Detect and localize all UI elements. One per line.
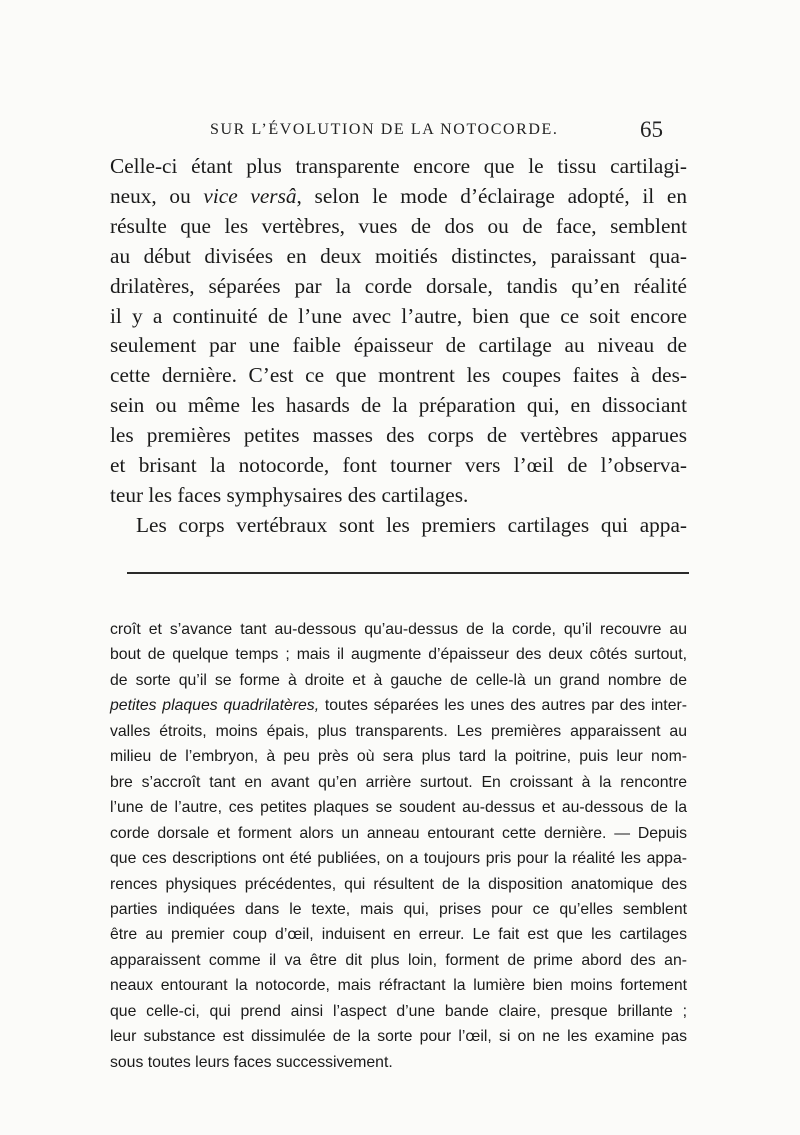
footnote-line: sous toutes leurs faces successivement. xyxy=(110,1053,393,1071)
footnote-line: rences physiques précédentes, qui résultent de la disposition anatomique des xyxy=(110,875,687,893)
footnote-line: leur substance est dissimulée de la sorte pour l’œil, si on ne les examine pas xyxy=(110,1028,687,1046)
text-line: au début divisées en deux moitiés distinctes, paraissant qua- xyxy=(110,243,687,268)
italic-phrase: vice versâ xyxy=(203,183,297,208)
footnote-line: parties indiquées dans le texte, mais qui, prises pour ce qu’elles semblent xyxy=(110,900,687,918)
page-number: 65 xyxy=(640,117,663,142)
footnote-line: bre s’accroît tant en avant qu’en arrière surtout. En croissant à la rencontre xyxy=(110,773,687,791)
text-line: résulte que les vertèbres, vues de dos ou de face, semblent xyxy=(110,213,687,238)
footnote-line: de sorte qu’il se forme à droite et à gauche de celle-là un grand nombre de xyxy=(110,671,687,689)
text-line xyxy=(110,182,687,212)
footnote-line: bout de quelque temps ; mais il augmente d’épaisseur des deux côtés surtout, xyxy=(110,646,687,664)
footnote-line: milieu de l’embryon, à peu près où sera plus tard la poitrine, puis leur nom- xyxy=(110,748,687,766)
text-line: Les corps vertébraux sont les premiers cartilages qui appa- xyxy=(136,512,687,537)
footnote-line: que celle-ci, qui prend ainsi l’aspect d’une bande claire, presque brillante ; xyxy=(110,1002,687,1020)
running-head xyxy=(110,117,800,147)
footnote-line: être au premier coup d’œil, induisent en erreur. Le fait est que les cartilages xyxy=(110,926,687,944)
text-segment: neux, ou xyxy=(110,183,191,208)
main-text xyxy=(110,152,687,541)
text-line: Celle-ci étant plus transparente encore que le tissu cartilagi- xyxy=(110,154,687,178)
footnote-line: croît et s’avance tant au-dessous qu’au-dessus de la corde, qu’il recouvre au xyxy=(110,621,687,638)
footnote-divider xyxy=(127,572,689,574)
footnote-text xyxy=(110,617,687,1075)
running-title: SUR L’ÉVOLUTION DE LA NOTOCORDE. xyxy=(210,121,559,138)
text-segment: , selon le mode d’éclairage adopté, il en xyxy=(296,183,687,208)
footnote-line: que ces descriptions ont été publiées, on a toujours pris pour la réalité les appa- xyxy=(110,850,687,868)
text-line: cette dernière. C’est ce que montrent les coupes faites à des- xyxy=(110,363,687,388)
footnote-line xyxy=(110,693,687,718)
footnote-line: l’une de l’autre, ces petites plaques se soudent au-dessus et au-dessous de la xyxy=(110,799,687,817)
footnote-line: apparaissent comme il va être dit plus loin, forment de prime abord des an- xyxy=(110,951,687,969)
text-line: seulement par une faible épaisseur de cartilage au niveau de xyxy=(110,333,687,358)
footnote-line: valles étroits, moins épais, plus transparents. Les premières apparaissent au xyxy=(110,722,687,740)
italic-phrase: petites plaques quadrilatères, xyxy=(110,697,320,715)
text-line: teur les faces symphysaires des cartilages. xyxy=(110,482,469,507)
footnote-line: corde dorsale et forment alors un anneau entourant cette dernière. — Depuis xyxy=(110,824,687,842)
text-line: les premières petites masses des corps de vertèbres apparues xyxy=(110,423,687,448)
text-line: il y a continuité de l’une avec l’autre, bien que ce soit encore xyxy=(110,303,687,328)
footnote-line: neaux entourant la notocorde, mais réfractant la lumière bien moins fortement xyxy=(110,977,687,995)
text-segment: toutes séparées les unes des autres par des inter- xyxy=(319,697,687,715)
text-line: et brisant la notocorde, font tourner vers l’œil de l’observa- xyxy=(110,453,687,478)
text-line: drilatères, séparées par la corde dorsale, tandis qu’en réalité xyxy=(110,273,687,298)
text-line: sein ou même les hasards de la préparation qui, en dissociant xyxy=(110,393,687,418)
